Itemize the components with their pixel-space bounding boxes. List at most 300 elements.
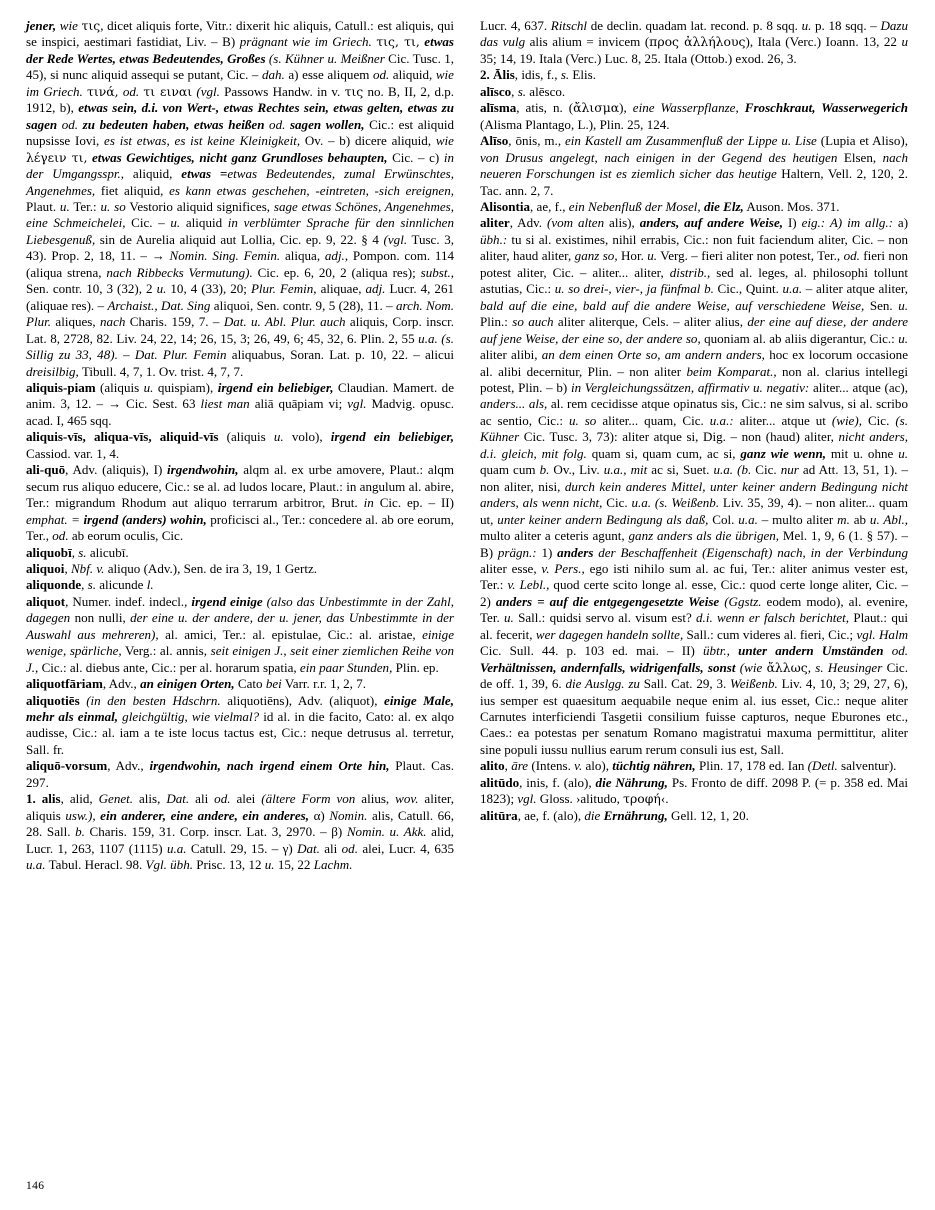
dictionary-entry [26,693,454,759]
entry-text: u.a. [782,281,803,297]
entry-text: u.a. (b. [713,462,752,478]
entry-text: τις [81,18,101,33]
entry-text: α) [308,807,330,823]
dictionary-entry-continued [480,18,908,67]
entry-text: , dicet aliquis forte, Vitr.: dixerit hic aliquis, Catull.: est aliquis, qui se inspici, aestimari fastidiat, Liv. – B) [26,18,454,50]
dictionary-entry [26,561,454,577]
entry-text: eodem modo), al. evenire, Ter. [480,593,909,626]
entry-text: nach neueren Forschungen ist es ziemlich sicher das heutige [480,149,908,182]
entry-text: der eine u. der andere, der u. jener, das Unbestimmte in der Auswahl aus mehreren), [26,610,454,642]
entry-text: , [511,83,518,99]
entry-text: alicubī. [86,544,129,560]
entry-text: alis, [133,791,167,807]
entry-text: Froschkraut, Wasserwegerich [744,100,908,116]
entry-text: ganz anders als die übrigen, [628,528,780,544]
entry-text: ein anderer, eine andere, ein anderes, [100,807,309,823]
entry-text: aliquid, [389,67,436,83]
entry-text: Nomin. [329,807,368,823]
right-text-column [480,18,908,1158]
entry-text: Elis. [569,67,596,83]
entry-text: s. [560,67,570,83]
entry-text: Vestorio aliquid significes, [125,198,274,214]
entry-text: a) [892,215,909,231]
entry-text: aliter aliterque, Cels. – aliter alius, [553,314,748,330]
entry-text: u.a. [166,840,187,856]
entry-text: u. so [568,412,597,428]
entry-text: τινά, [87,83,119,99]
entry-text: u.a.: [709,412,734,428]
entry-text: , s. Heusinger [807,659,883,675]
entry-text: unter andern Umständen [738,643,884,659]
entry-text: fieri non potest aliter, Cic. – aliter... aliter, [480,248,908,280]
entry-text: , Adv. [509,215,547,231]
entry-text: τις, τι, [376,34,420,50]
entry-text: in verblümter Sprache für den sinnlichen Liebesgenuß, [26,215,454,247]
entry-text: Nomin. u. Akk. [346,824,427,840]
entry-text: (ältere Form von [261,791,356,807]
entry-text: einige Male, mehr als einmal, [26,692,454,725]
entry-text: Plin. ep. [392,659,439,675]
entry-text: u.a., mit [603,462,648,478]
entry-text: alo), [582,758,613,774]
entry-text: alicunde [96,577,147,593]
entry-headword: ali-quō [26,462,66,478]
entry-text: d.i. wenn er falsch berichtet, [696,610,850,626]
entry-text: Dat. u. Abl. Plur. auch [223,314,346,330]
entry-text: od. [57,116,83,132]
entry-text: quod certe scito longe al. esse, Cic.: quod certe longe aliter, Cic. – 2) [480,577,908,609]
entry-text: (wie), [831,412,862,428]
dictionary-entry [480,199,908,215]
entry-text: irgend ein beliebiger, [330,429,454,445]
entry-text: Liv. 35, 39, 4). – non aliter... quam ut, [480,495,908,527]
entry-text: od. [341,840,358,856]
entry-text: Cic. Tusc. 1, 45), si nunc aliquid assequi se putant, Cic. – [26,50,454,83]
entry-text: anders... als, [480,396,548,412]
entry-text: alius, [355,791,396,807]
entry-text: aliquid [180,215,228,231]
entry-text: tu si al. existimes, nihil errabis, Cic.: non fuit faciendum aliter, Cic. – non aliter, haud aliter, [480,231,908,264]
entry-text: ali [189,791,215,807]
page-number: 146 [26,1180,45,1192]
entry-headword: aliquot [26,593,66,609]
entry-text: (s. Kühner u. Meißner [265,50,385,66]
entry-text: aliter esse, [480,560,542,576]
entry-text: od. [264,116,290,132]
entry-text: es ist etwas, es ist keine Kleinigkeit, [104,133,301,149]
entry-text: ganz so, [574,248,618,264]
entry-text: Verg.: al. annis, [121,643,211,659]
entry-text: , idis, f., [514,67,561,83]
entry-text: Cic. ep. 6, 20, 2 (aliqua res); [252,264,421,280]
entry-text: προς ἀλλήλους [649,34,746,50]
entry-text: an dem einen Orte so, am andern anders, [541,347,765,363]
entry-text: , [71,544,79,560]
entry-text: etwas der Rede Wertes, etwas Bedeutendes, Großes [26,34,455,66]
entry-text: aliquid, [124,166,182,182]
entry-text: λέγειν τι, [26,149,88,165]
entry-text: alis alium = invicem ( [525,34,650,50]
dictionary-entry [480,215,908,758]
entry-text: alid, Lucr. 1, 263, 1107 (1115) [26,824,455,856]
entry-text: , Numer. indef. indecl., [65,593,192,609]
entry-text: od. [372,67,390,83]
entry-text: 1) [536,544,558,560]
entry-text: Passows Handw. in v. [219,83,345,99]
entry-text: die [584,807,604,823]
entry-text: aliques, [51,314,101,330]
entry-text: ad Att. 13, 51, 1). – non aliter, nisi, [480,462,909,494]
entry-text: Ov., Liv. [549,462,604,478]
entry-text: Dat. [166,791,190,807]
entry-text: u. [801,18,812,33]
entry-headword: alitūra [480,807,518,823]
entry-text: u.a. (s. Sillig zu 33, 48). [26,330,454,363]
entry-text: Madvig. opusc. acad. I, 465 sqq. [26,396,455,428]
entry-text: ab [849,511,870,527]
entry-text: Auson. Mos. 371. [743,198,840,214]
entry-text: liest man [200,396,250,412]
entry-text: (Ggstz. [719,593,762,609]
entry-text: 35; 14, 19. Itala (Verc.) Luc. 8, 25. Itala (Ottob.) exod. 26, 3. [480,50,797,66]
entry-text: mit u. ohne [826,445,899,461]
entry-text: Ter.: [69,198,101,214]
entry-text: od. [883,643,909,659]
dictionary-entry [26,791,454,873]
entry-text: s. [78,544,87,560]
entry-headword: 1. alis [26,791,61,807]
entry-text: Plaut. [26,198,60,214]
entry-text: in [363,495,374,511]
entry-text: anders = auf die entgegengesetzte Weise [495,593,720,609]
entry-text: sed al. leges, al. philosophi tollunt astutias, Cic.: [480,264,908,297]
entry-text: nicht anders, d.i. gleich, mit folg. [480,429,908,461]
entry-headword: aliquis-piam [26,379,96,395]
entry-text: b. [75,824,85,840]
entry-text: u. so drei-, vier-, ja fünfmal b. [554,281,714,297]
entry-text: ali [319,840,342,856]
entry-text: vgl. Halm [856,626,909,642]
entry-text: Cic.: est aliquid nupsisse Iovi, [26,116,454,149]
entry-text: aliter... atque (ac), [809,379,909,395]
entry-text: aliā quāpiam vi; [249,396,348,412]
entry-text: v. [574,758,583,774]
entry-text: Tusc. 3, 43). Prop. 2, 18, 11. – → [26,231,454,264]
entry-text: u. [647,248,658,264]
entry-text: m. [837,511,850,527]
entry-text: Mel. 1, 9, 6 (1. § 57). – B) [480,528,908,560]
entry-text: u. [170,215,181,231]
entry-text: Cic.: al. diebus ante, Cic.: per al. horarum spatia, [38,659,300,675]
entry-text: (Lupia et Aliso), [816,133,908,149]
entry-text: hoc ex locorum occasione al. alibi decernitur, Plin. – non aliter [480,347,908,379]
entry-text: Cic. [751,462,781,478]
entry-text: al. amici, Ter.: al. epistulae, Cic.: al. aristae, [158,626,423,642]
entry-text: de declin. quadam lat. recond. p. 8 sqq. [587,18,802,33]
entry-text: u [901,34,908,50]
entry-text: , ae, f., [530,198,569,214]
entry-text: etwas sein, d.i. von Wert-, etwas Rechtes sein, etwas gelten, etwas zu sagen [26,100,454,132]
entry-text: (Alisma Plantago, L.), Plin. 25, 124. [480,116,670,132]
entry-text: Tibull. 4, 7, 1. Ov. trist. 4, 7, 7. [78,363,244,379]
entry-text: adj. [365,281,386,297]
entry-text: beim Komparat., [686,363,777,379]
entry-text: u. [143,379,154,395]
entry-text: (Intens. [528,758,575,774]
entry-text: , [64,560,71,576]
entry-text: Cic. [602,495,632,511]
entry-text: wie [56,18,82,33]
entry-text: u. so [100,198,126,214]
entry-text: 15, 22 [274,857,314,873]
dictionary-entry [480,100,908,133]
entry-text: Cic. Sull. 44. p. 103 ed. mai. – II) [480,643,704,659]
entry-text: ), Itala (Verc.) Ioann. 13, 22 [745,34,902,50]
entry-text: Elsen, [837,149,883,165]
dictionary-entry [480,67,908,83]
entry-text: tüchtig nähren, [612,758,696,774]
entry-text: Sall. Cat. 29, 3. [639,676,731,692]
entry-text: Claudian. Mamert. de anim. 3, 12. – → Cic. Sest. 63 [26,379,454,412]
entry-text: multo aliter a ceteris agunt, [480,528,629,544]
entry-headword: alīsma [480,100,517,116]
entry-text: irgendwohin, [167,462,239,478]
entry-text: Ernährung, [603,807,668,823]
entry-text: Nbf. v. [70,560,105,576]
entry-text: p. 18 sqq. – [811,18,881,33]
entry-text: emphat. = [26,511,84,527]
entry-headword: aliquotfāriam [26,676,103,692]
entry-text: 10, 4 (33), 20; [166,281,251,297]
dictionary-entry [26,594,454,676]
entry-text: , Adv., [102,676,141,692]
entry-text: an einigen Orten, [140,676,235,692]
entry-text: quispiam), [153,379,218,395]
entry-text: τροφή [623,791,661,807]
entry-text: u. [898,330,908,346]
entry-text: irgend ein beliebiger, [217,379,334,395]
entry-text: ego isti nihilo sum al. ac fui, Ter.: aliter animus vester est, Ter.: [480,560,908,593]
entry-text: wov. [395,791,419,807]
dictionary-entry [480,808,908,824]
entry-text: – [117,347,135,363]
entry-text: Cic. – [125,215,171,231]
entry-text: Sen. [864,297,899,313]
entry-headword: alito [480,758,505,774]
entry-text: od. [118,83,144,99]
dictionary-entry [26,429,454,462]
entry-text: anders, auf andere Weise, [639,215,784,231]
entry-text: Lucr. 4, 637. [480,18,551,33]
entry-text: (in den besten Hdschrn. [79,692,221,708]
entry-text: Haltern, Vell. 2, 120, 2. Tac. ann. 2, 7. [480,166,908,198]
entry-text: aliquae, [316,281,366,297]
entry-text: so auch [512,314,554,330]
dictionary-entry-continued [26,18,454,380]
entry-text: l. [146,577,154,593]
entry-text: , [81,577,88,593]
entry-text: übh.: [480,231,508,247]
entry-text: Liv. 4, 10, 3; 29, 27, 6), ius semper est quaesitum aequabile neque enim al. ius esset, Cic.: neque aliter Carnutes interficiendi Tasgetii consilium fuisse capturos, neque Eburones etc., Caes.: ea potestas per senatum Romano magistratui maxuma permittitur, aliter sine populi iussu nullius earum rerum consuli ius est, Sall. [480,676,908,757]
entry-text: u.a. [738,511,758,527]
entry-text: od. [214,791,231,807]
entry-text: jener, [26,18,57,33]
entry-text: nach Ribbecks Vermutung). [106,264,253,280]
entry-text: Ov. – b) dicere aliquid, [300,133,436,149]
entry-text: u.a. (s. Weißenb. [631,495,720,511]
entry-text: Genet. [98,791,134,807]
entry-text: Charis. 159, 31. Corp. inscr. Lat. 3, 2970. – β) [84,824,347,840]
dictionary-entry [26,380,454,429]
entry-text: quam cum [480,462,540,478]
entry-text: aliquo (Adv.), Sen. de ira 3, 19, 1 Gertz. [104,560,317,576]
entry-text: u. [898,445,908,461]
entry-text: od. [52,528,69,544]
entry-text: s. [517,83,527,99]
entry-text: zu bedeuten haben, etwas heißen [82,116,265,132]
dictionary-entry [26,758,454,791]
entry-text: Lachm. [313,857,353,873]
entry-text: Verg. – fieri aliter non potest, Ter., [657,248,844,264]
entry-text: Vgl. übh. [145,857,193,873]
entry-text: Prisc. 13, 12 [193,857,265,873]
entry-text: aliqua, [280,248,325,264]
entry-text: vgl. [347,396,367,412]
entry-text: eine Wasserpflanze, [632,100,745,116]
entry-text: von Drusus angelegt, nach einigen in der Gegend des heutigen [480,149,838,165]
entry-text: non al. clarius intellegi potest, Plin. – b) [480,363,908,395]
entry-text: Gell. 12, 1, 20. [667,807,749,823]
entry-text: bald auf die eine, bald auf die andere Weise, auf verschiedene Weise, [480,297,865,313]
entry-text: irgendwohin, nach irgend einem Orte hin, [149,758,390,774]
entry-text: ein Kastell am Zusammenfluß der Lippe u. Lise [565,133,817,149]
left-text-column [26,18,454,1158]
entry-text: (vom alten [547,215,605,231]
entry-text: non nulli, [70,610,131,626]
entry-text: prägnant wie im Griech. [239,34,377,50]
entry-text: quoniam al. ab aliis digerantur, Cic.: [700,330,899,346]
entry-text: aliquis, Corp. inscr. Lat. 8, 2728, 82. Liv. 24, 22, 14; 26, 15, 3; 26, 49, 6; 45, 32, 6. Plin. 2, 55 [26,314,454,346]
entry-text: Cic. – c) [387,149,444,165]
entry-text: u.a. [26,857,46,873]
entry-text: Plur. Femin, [250,281,317,297]
entry-text: unter keiner andern Bedingung als daß, [497,511,709,527]
dictionary-entry [26,577,454,593]
entry-text: Lucr. 4, 261 (aliquae res). – [26,281,455,313]
entry-text: alēsco. [526,83,566,99]
entry-text: Gloss. ›alitudo, [536,791,624,807]
entry-text: v. Lebl., [507,577,550,593]
dictionary-entry [26,545,454,561]
entry-text: Cic. [861,412,896,428]
entry-text: Nomin. Sing. Femin. [169,248,281,264]
entry-text: , inis, f. (alo), [519,774,596,790]
entry-text: , Adv. (aliquis), I) [65,462,168,478]
entry-text: , ōnis, m., [508,133,566,149]
entry-text: Ritschl [550,18,588,33]
entry-text: Ps. Fronto de diff. 2098 P. (= p. 358 ed. Mai 1823); [480,774,909,807]
entry-text: dah. [261,67,285,83]
entry-text: τι ειναι [143,83,193,99]
entry-text: alis, Catull. 66, 28. Sall. [26,807,454,840]
entry-text: ganz wie wenn, [740,445,826,461]
entry-text: u. [898,297,908,313]
entry-text: Catull. 29, 15. – γ) [186,840,298,856]
entry-text: proficisci al., Ter.: concedere al. ab ore eorum, Ter., [26,511,454,544]
entry-text: Pompon. com. 114 (aliqua strena, [26,248,454,280]
entry-text: ac si, Suet. [647,462,714,478]
entry-text: seit einigen J., seit einer ziemlichen Reihe von J., [26,643,455,675]
entry-headword: 2. Ālis [480,67,515,83]
entry-text: Dat. [297,840,320,856]
entry-text: ein paar Stunden, [299,659,393,675]
entry-text: einige wenige, spärliche, [26,626,454,659]
entry-headword: aliquō-vorsum [26,758,108,774]
entry-text: (aliquis [218,429,274,445]
entry-text: ἄλισμα [573,100,620,116]
entry-text: sagen wollen, [289,116,365,132]
entry-text: u. [59,198,70,214]
entry-headword: aliquotiēs [26,692,80,708]
entry-text: ein Nebenfluß der Mosel, [568,198,704,214]
two-column-body [26,18,909,1158]
entry-text: (wie [735,659,767,675]
dictionary-entry [480,133,908,199]
entry-headword: alitūdo [480,774,520,790]
entry-text: Charis. 159, 7. – [125,314,224,330]
entry-text: Plaut. Cas. 297. [26,758,455,790]
dictionary-entry [480,84,908,100]
entry-text: , [504,758,512,774]
entry-text: , atis, n. ( [516,100,574,116]
entry-text: dreisilbig, [26,363,79,379]
entry-text: τις [344,83,364,99]
entry-text: Verhältnissen, andernfalls, widrigenfalls, sonst [480,659,736,675]
entry-headword: Alīso [480,133,509,149]
entry-text: durch kein anderes Mittel, unter keiner andern Bedingung nicht anders, als wenn nicht, [480,478,909,511]
entry-text: die Nährung, [595,774,668,790]
entry-text: u. [156,281,167,297]
entry-text: alqm al. ex urbe amovere, Plaut.: alqm secum rus aliquo educere, Cic.: se al. ad ludos locare, Plaut.: in angulum al. abire, Ter.: migrandum Rhodum aut aliquo terrarum arbitror, Brut. [26,462,455,511]
entry-headword: aliquis-vīs, aliqua-vīs, aliquid-vīs [26,429,219,445]
dictionary-entry [480,758,908,774]
entry-headword: aliter [480,215,510,231]
entry-text: u. Abl., [869,511,908,527]
entry-text: Cic. de off. 1, 39, 6. [480,659,908,692]
entry-text: Archaist., Dat. Sing [107,297,211,313]
entry-text: Sen. contr. 10, 3 (32), 2 [26,281,157,297]
entry-text: Cato [234,676,266,692]
entry-text: Varr. r.r. 1, 2, 7. [281,676,366,692]
entry-text: Plin. 17, 178 ed. Ian [695,758,808,774]
entry-text: – aliter atque aliter, [802,281,908,297]
entry-text: I) [783,215,802,231]
entry-text: wer dagegen handeln sollte, [535,626,684,642]
entry-text: Hor. [617,248,648,264]
entry-text: s. [87,577,96,593]
entry-text: ), [619,100,633,116]
entry-text: al. rem cecidisse atque opinatus sis, Cic.: ne sim salvus, si al. scribo ac sentio, Cic.: [480,396,908,428]
entry-text: (Detl. [807,758,838,774]
entry-text: subst., [420,264,454,280]
entry-headword: alīsco [480,83,512,99]
entry-text: wie im Griech. [26,67,454,99]
entry-text: distrib., [669,264,711,280]
entry-text: (s. Kühner [480,412,908,445]
entry-text: u. [504,610,514,626]
entry-text: Plin.: [480,314,513,330]
entry-text: Tabul. Heracl. 98. [45,857,146,873]
